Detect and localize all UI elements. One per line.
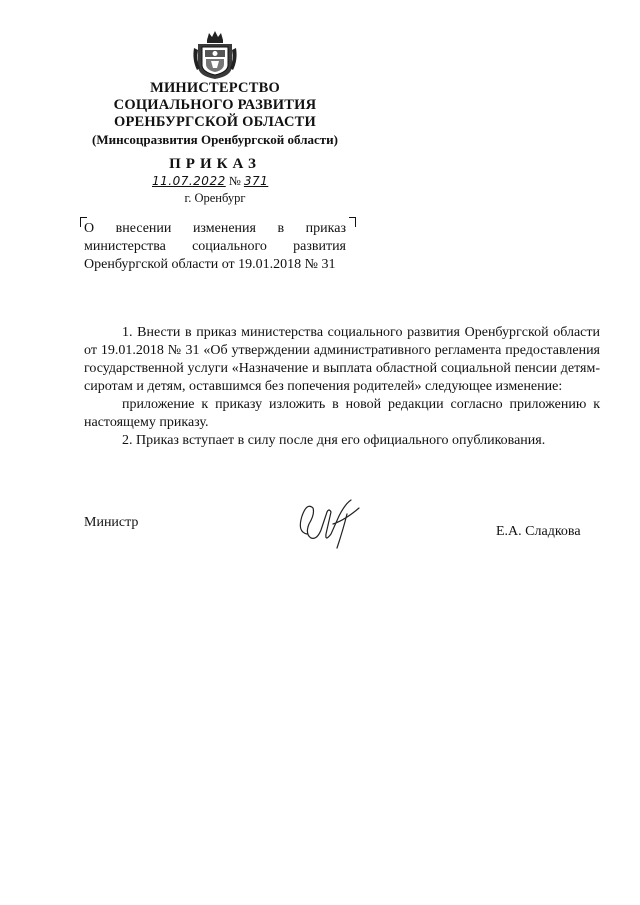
order-city: г. Оренбург [184, 191, 246, 205]
order-title: ПРИКАЗ [169, 156, 261, 172]
order-body [84, 324, 600, 450]
signatory-name: Е.А. Сладкова [496, 524, 581, 539]
bracket-top-right [349, 217, 356, 227]
org-name-line-3: ОРЕНБУРГСКОЙ ОБЛАСТИ [114, 114, 316, 130]
subject-text: О внесении изменения в приказ министерства социального развития Оренбургской области от 19.01.2018 № 31 [84, 221, 346, 272]
coat-of-arms-icon [192, 30, 238, 80]
bracket-top-left [80, 217, 87, 227]
org-name-line-1: МИНИСТЕРСТВО [150, 80, 280, 96]
handwritten-signature [293, 494, 368, 550]
order-number: 371 [243, 174, 269, 188]
org-short-name: (Минсоцразвития Оренбургской области) [92, 132, 338, 147]
ministry-header [60, 80, 370, 148]
order-date: 11.07.2022 [152, 174, 226, 188]
org-name-line-2: СОЦИАЛЬНОГО РАЗВИТИЯ [113, 97, 317, 113]
body-paragraph-3: 2. Приказ вступает в силу после дня его официального опубликования. [122, 433, 546, 448]
signatory-role: Министр [84, 515, 139, 530]
order-subject [84, 220, 346, 274]
body-paragraph-1: 1. Внести в приказ министерства социального развития Оренбургской области от 19.01.2018 № 31 «Об утверждении административного регламента предоставления государственной услуги «Назначение и выплата областной социальной пенсии детям-сиротам и детям, оставшимся без попечения родителей» следующее изменение: [84, 325, 600, 394]
order-number-label: № [228, 174, 241, 188]
order-date-number [152, 174, 268, 189]
body-paragraph-2: приложение к приказу изложить в новой редакции согласно приложению к настоящему приказу. [84, 397, 600, 430]
